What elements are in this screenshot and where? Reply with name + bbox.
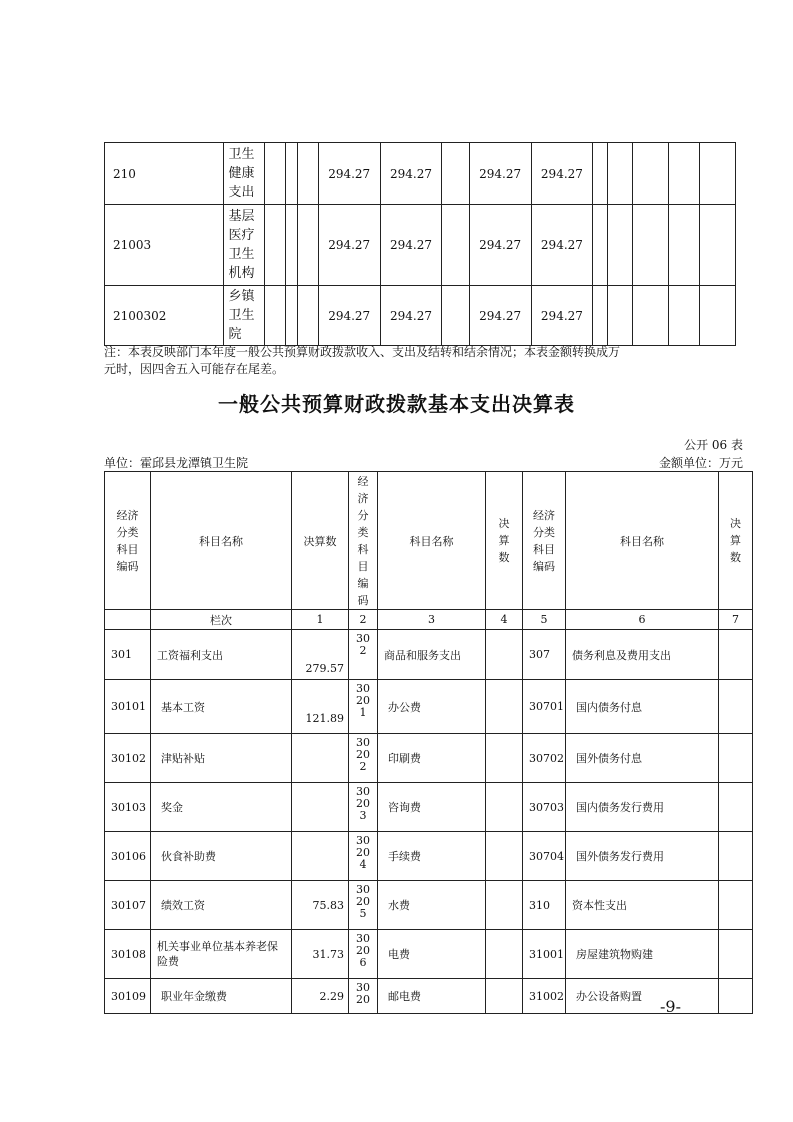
amount-3 bbox=[719, 832, 753, 881]
table-row bbox=[105, 930, 753, 979]
econ-code: 30106 bbox=[105, 832, 151, 881]
row-value: 294.27 bbox=[380, 205, 442, 286]
row-code: 210 bbox=[105, 143, 224, 205]
econ-code-3: 31001 bbox=[523, 930, 566, 979]
line-number: 3 bbox=[378, 610, 486, 630]
amount: 75.83 bbox=[292, 881, 349, 930]
subject-name: 绩效工资 bbox=[151, 881, 292, 930]
subject-name-2: 办公费 bbox=[378, 680, 486, 734]
subject-name: 职业年金缴费 bbox=[151, 979, 292, 1014]
econ-code: 30108 bbox=[105, 930, 151, 979]
header-name3: 科目名称 bbox=[566, 472, 719, 610]
subject-name: 津贴补贴 bbox=[151, 734, 292, 783]
row-value: 294.27 bbox=[318, 205, 380, 286]
page-title: 一般公共预算财政拨款基本支出决算表 bbox=[218, 392, 575, 416]
row-value: 294.27 bbox=[531, 286, 593, 346]
amount bbox=[292, 734, 349, 783]
subject-name-3: 国内债务发行费用 bbox=[566, 783, 719, 832]
econ-code-3: 30704 bbox=[523, 832, 566, 881]
econ-code: 30103 bbox=[105, 783, 151, 832]
subject-name-2: 电费 bbox=[378, 930, 486, 979]
subject-name-2: 邮电费 bbox=[378, 979, 486, 1014]
amount-3 bbox=[719, 979, 753, 1014]
subject-name: 伙食补助费 bbox=[151, 832, 292, 881]
row-value: 294.27 bbox=[380, 286, 442, 346]
header-code3: 经济 分类 科目 编码 bbox=[523, 472, 566, 610]
row-value: 294.27 bbox=[318, 143, 380, 205]
line-number-label: 栏次 bbox=[151, 610, 292, 630]
header-row bbox=[105, 472, 753, 610]
row-value: 294.27 bbox=[469, 143, 531, 205]
row-code: 2100302 bbox=[105, 286, 224, 346]
econ-code: 301 bbox=[105, 630, 151, 680]
line-number: 2 bbox=[349, 610, 378, 630]
amount bbox=[292, 832, 349, 881]
econ-code-3: 30703 bbox=[523, 783, 566, 832]
subject-name-3: 国外债务发行费用 bbox=[566, 832, 719, 881]
amount-2 bbox=[486, 930, 523, 979]
header-amount3: 决 算 数 bbox=[719, 472, 753, 610]
econ-code-3: 31002 bbox=[523, 979, 566, 1014]
row-name: 乡镇 卫生 院 bbox=[224, 286, 265, 346]
subject-name: 奖金 bbox=[151, 783, 292, 832]
table-row bbox=[105, 205, 736, 286]
table-note: 注：本表反映部门本年度一般公共预算财政拨款收入、支出及结转和结余情况；本表金额转换成万 元时，因四舍五入可能存在尾差。 bbox=[104, 345, 621, 376]
econ-code-2: 30 20 4 bbox=[349, 832, 378, 881]
amount-2 bbox=[486, 734, 523, 783]
row-name: 基层 医疗 卫生 机构 bbox=[224, 205, 265, 286]
econ-code-2: 30 20 1 bbox=[349, 680, 378, 734]
econ-code-2: 30 20 5 bbox=[349, 881, 378, 930]
econ-code-3: 310 bbox=[523, 881, 566, 930]
row-name: 卫生 健康 支出 bbox=[224, 143, 265, 205]
line-number: 7 bbox=[719, 610, 753, 630]
amount-unit-label: 金额单位：万元 bbox=[658, 456, 743, 470]
header-name: 科目名称 bbox=[151, 472, 292, 610]
amount: 31.73 bbox=[292, 930, 349, 979]
subject-name-3: 房屋建筑物购建 bbox=[566, 930, 719, 979]
econ-code-2: 30 20 bbox=[349, 979, 378, 1014]
header-code: 经济 分类 科目 编码 bbox=[105, 472, 151, 610]
subject-name: 机关事业单位基本养老保 险费 bbox=[151, 930, 292, 979]
row-code: 21003 bbox=[105, 205, 224, 286]
line-number-row bbox=[105, 610, 753, 630]
subject-name-3: 办公设备购置 bbox=[566, 979, 719, 1014]
econ-code: 30102 bbox=[105, 734, 151, 783]
econ-code-3: 30702 bbox=[523, 734, 566, 783]
line-number: 6 bbox=[566, 610, 719, 630]
subject-name: 基本工资 bbox=[151, 680, 292, 734]
subject-name-2: 水费 bbox=[378, 881, 486, 930]
econ-code: 30107 bbox=[105, 881, 151, 930]
table-row bbox=[105, 680, 753, 734]
table-row bbox=[105, 979, 753, 1014]
page-number: -9- bbox=[660, 997, 681, 1016]
subject-name-3: 债务利息及费用支出 bbox=[566, 630, 719, 680]
table-row bbox=[105, 630, 753, 680]
row-value: 294.27 bbox=[380, 143, 442, 205]
row-value: 294.27 bbox=[531, 205, 593, 286]
econ-code-2: 30 2 bbox=[349, 630, 378, 680]
subject-name-2: 商品和服务支出 bbox=[378, 630, 486, 680]
amount-3 bbox=[719, 881, 753, 930]
amount: 121.89 bbox=[292, 680, 349, 734]
line-number: 1 bbox=[292, 610, 349, 630]
amount-3 bbox=[719, 734, 753, 783]
table-row bbox=[105, 734, 753, 783]
subject-name-2: 手续费 bbox=[378, 832, 486, 881]
econ-code: 30109 bbox=[105, 979, 151, 1014]
amount-2 bbox=[486, 630, 523, 680]
amount: 2.29 bbox=[292, 979, 349, 1014]
table-row bbox=[105, 143, 736, 205]
subject-name-3: 国外债务付息 bbox=[566, 734, 719, 783]
amount-3 bbox=[719, 630, 753, 680]
econ-code-2: 30 20 3 bbox=[349, 783, 378, 832]
top-expenditure-table bbox=[104, 142, 736, 346]
subject-name-3: 国内债务付息 bbox=[566, 680, 719, 734]
row-value: 294.27 bbox=[469, 286, 531, 346]
table-number: 公开 06 表 bbox=[684, 438, 743, 452]
amount-2 bbox=[486, 979, 523, 1014]
row-value: 294.27 bbox=[531, 143, 593, 205]
line-number: 5 bbox=[523, 610, 566, 630]
econ-code-3: 30701 bbox=[523, 680, 566, 734]
amount-2 bbox=[486, 680, 523, 734]
subject-name: 工资福利支出 bbox=[151, 630, 292, 680]
header-name2: 科目名称 bbox=[378, 472, 486, 610]
basic-expenditure-table bbox=[104, 471, 753, 1014]
amount-2 bbox=[486, 832, 523, 881]
row-value: 294.27 bbox=[318, 286, 380, 346]
table-row bbox=[105, 783, 753, 832]
header-amount2: 决 算 数 bbox=[486, 472, 523, 610]
amount-2 bbox=[486, 783, 523, 832]
amount-3 bbox=[719, 783, 753, 832]
econ-code-3: 307 bbox=[523, 630, 566, 680]
header-amount: 决算数 bbox=[292, 472, 349, 610]
econ-code-2: 30 20 2 bbox=[349, 734, 378, 783]
subject-name-2: 印刷费 bbox=[378, 734, 486, 783]
unit-label: 单位：霍邱县龙潭镇卫生院 bbox=[104, 456, 249, 470]
header-code2: 经 济 分 类 科 目 编 码 bbox=[349, 472, 378, 610]
amount: 279.57 bbox=[292, 630, 349, 680]
econ-code: 30101 bbox=[105, 680, 151, 734]
subject-name-3: 资本性支出 bbox=[566, 881, 719, 930]
table-row bbox=[105, 881, 753, 930]
row-value: 294.27 bbox=[469, 205, 531, 286]
amount bbox=[292, 783, 349, 832]
amount-2 bbox=[486, 881, 523, 930]
subject-name-2: 咨询费 bbox=[378, 783, 486, 832]
amount-3 bbox=[719, 680, 753, 734]
table-row bbox=[105, 832, 753, 881]
line-number: 4 bbox=[486, 610, 523, 630]
amount-3 bbox=[719, 930, 753, 979]
table-row bbox=[105, 286, 736, 346]
econ-code-2: 30 20 6 bbox=[349, 930, 378, 979]
